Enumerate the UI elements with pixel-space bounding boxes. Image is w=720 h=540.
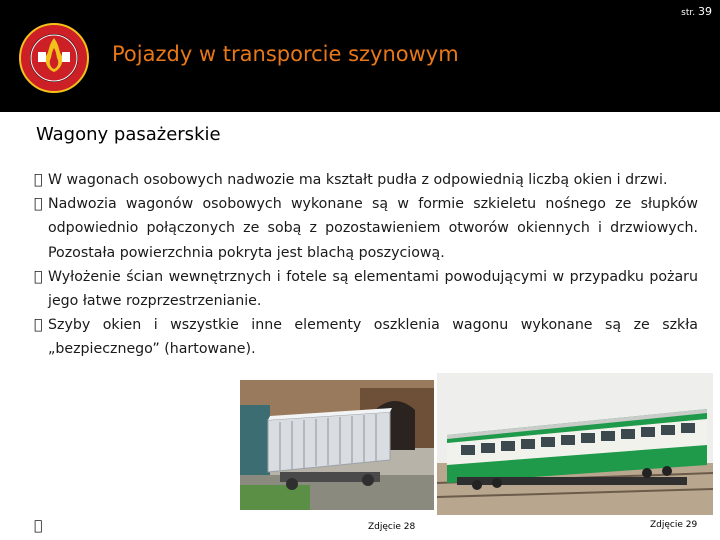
paragraph-text: W wagonach osobowych nadwozie ma kształt pudła z odpowiednią liczbą okien i drzwi. [48, 172, 668, 188]
bullet-icon:   [34, 172, 43, 188]
page-number-value: 39 [698, 5, 712, 18]
bullet-icon:   [34, 518, 43, 534]
bullet-icon:   [34, 196, 43, 213]
paragraph-text: Nadwozia wagonów osobowych wykonane są w formie szkieletu nośnego ze słupków odpowiednio połączonych ze sobą z pozostawieniem otworów okiennych i drzwiowych. Pozostała powierzchnia pokryta jest blachą poszyciową. [48, 196, 698, 261]
photo-caption: Zdjęcie 29 [650, 520, 698, 530]
header-bar [0, 0, 720, 112]
paragraph-text: Wyłożenie ścian wewnętrznych i fotele są elementami powodującymi w przypadku pożaru jego łatwe rozprzestrzenianie. [48, 268, 698, 310]
body-text [34, 168, 698, 362]
page-number [681, 5, 712, 18]
fire-association-logo [18, 22, 90, 94]
paragraph [34, 313, 698, 361]
section-subtitle: Wagony pasażerskie [36, 124, 221, 145]
paragraph [34, 168, 698, 192]
photo-caption: Zdjęcie 28 [368, 522, 416, 532]
bullet-icon:   [34, 317, 43, 334]
paragraph [34, 192, 698, 265]
carriage-frame-photo [240, 380, 434, 510]
bullet-icon:   [34, 268, 43, 285]
paragraph-text: Szyby okien i wszystkie inne elementy oszklenia wagonu wykonane są ze szkła „bezpiecznego” (hartowane). [48, 317, 698, 358]
paragraph [34, 265, 698, 313]
page-number-prefix: str. [681, 8, 696, 18]
passenger-coach-photo [437, 373, 713, 515]
page-title: Pojazdy w transporcie szynowym [112, 42, 459, 66]
